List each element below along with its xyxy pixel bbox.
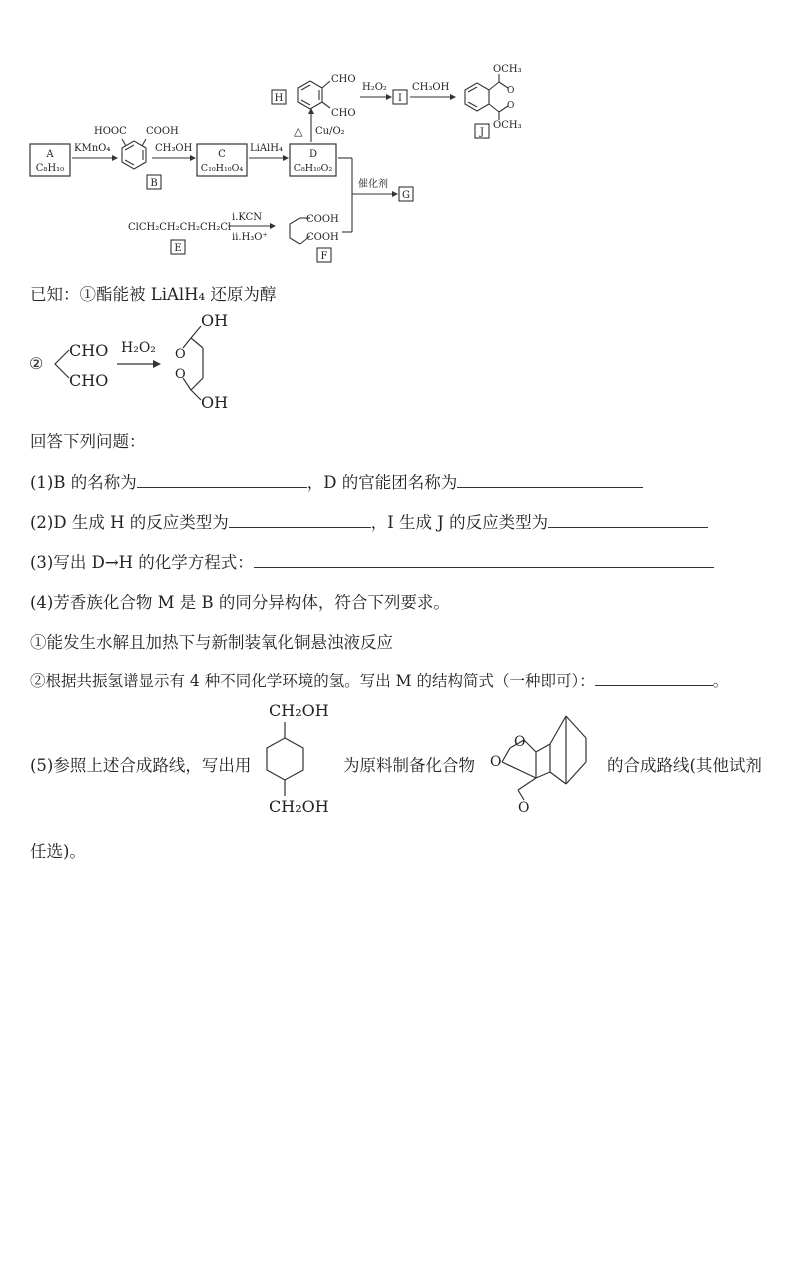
q1-part-b: ，D 的官能团名称为 — [306, 473, 458, 492]
arrowhead-b-c — [190, 155, 196, 161]
formula-a: C₈H₁₀ — [35, 163, 65, 174]
label-g: G — [402, 190, 410, 201]
label-h: H — [274, 93, 284, 104]
heat-symbol: △ — [294, 125, 303, 138]
arrowhead-h-i — [386, 94, 392, 100]
question-4-condition-1: ①能发生水解且加热下与新制装氧化铜悬浊液反应 — [30, 633, 393, 652]
ring-o-top: O — [175, 347, 186, 362]
h-cho-bottom: CHO — [331, 108, 356, 119]
known-title: 已知：①酯能被 LiAlH₄ 还原为醇 — [30, 285, 277, 304]
formula-e: ClCH₂CH₂CH₂CH₂Cl — [128, 222, 232, 233]
label-b: B — [150, 178, 158, 189]
oh-top: OH — [201, 312, 229, 330]
label-i: I — [398, 93, 402, 104]
question-2 — [30, 509, 708, 533]
synthesis-scheme — [0, 0, 800, 270]
dioxane-ring — [183, 326, 203, 400]
reaction-arrowhead — [153, 360, 161, 368]
label-d: D — [308, 149, 318, 160]
question-3 — [30, 549, 714, 573]
q1-part-a: (1)B 的名称为 — [30, 473, 137, 492]
reagent-h2o2: H₂O₂ — [362, 82, 387, 93]
oh-bottom: OH — [201, 393, 229, 412]
cho-top: CHO — [69, 341, 109, 360]
q5-part-a: (5)参照上述合成路线，写出用 — [30, 756, 252, 775]
structure-j — [465, 74, 508, 120]
reagent-lialh4: LiAlH₄ — [250, 143, 283, 154]
step-ii: ⅱ.H₃O⁺ — [232, 232, 268, 243]
catalyst: 催化剂 — [358, 179, 388, 190]
target-o-1: O — [514, 734, 526, 750]
ch2oh-bottom: CH₂OH — [269, 797, 329, 816]
q2-blank-b[interactable] — [548, 513, 708, 528]
reagent-kmno4: KMnO₄ — [74, 143, 111, 154]
target-o-3: O — [518, 800, 530, 816]
arrowhead-to-g — [392, 191, 398, 197]
cho-bottom: CHO — [69, 371, 109, 390]
q3-text: (3)写出 D→H 的化学方程式： — [30, 553, 254, 572]
j-o1: O — [507, 86, 515, 96]
q5-part-c: 的合成路线(其他试剂 — [607, 756, 762, 775]
question-4-condition-2 — [30, 669, 728, 691]
label-a: A — [46, 149, 54, 160]
target-o-2: O — [490, 754, 502, 770]
q1-blank-a[interactable] — [137, 473, 307, 488]
formula-d: C₈H₁₀O₂ — [293, 163, 333, 174]
h-cho-top: CHO — [331, 74, 356, 85]
q2-blank-a[interactable] — [229, 513, 371, 528]
reagent-ch3oh: CH₃OH — [155, 143, 193, 154]
q4-blank[interactable] — [595, 671, 713, 686]
step-i: ⅰ.KCN — [232, 212, 262, 223]
reagent-ch3oh-2: CH₃OH — [412, 82, 450, 93]
reagent-h2o2-known: H₂O₂ — [121, 340, 156, 356]
ring-o-bottom: O — [175, 367, 186, 382]
benzene-h — [298, 81, 330, 109]
arrowhead-a-b — [112, 155, 118, 161]
q4-2-text: ②根据共振氢谱显示有 4 种不同化学环境的氢。写出 M 的结构简式（一种即可）： — [30, 672, 595, 690]
arrowhead-e-f — [270, 223, 276, 229]
q2-part-b: ，I 生成 J 的反应类型为 — [370, 513, 549, 532]
reagent-cuo2: Cu/O₂ — [315, 126, 345, 137]
circle-two: ② — [29, 354, 44, 373]
q3-blank[interactable] — [254, 553, 714, 568]
target-compound — [482, 700, 602, 820]
question-1 — [30, 469, 643, 493]
f-cooh-top: COOH — [306, 214, 339, 225]
cyclohexane-ring — [267, 738, 303, 780]
q1-blank-b[interactable] — [457, 473, 643, 488]
b-hooc: HOOC — [94, 126, 127, 137]
j-o2: O — [507, 101, 515, 111]
j-och3-bottom: OCH₃ — [493, 120, 522, 131]
dialdehyde-skeleton — [55, 350, 69, 378]
q5-part-b: 为原料制备化合物 — [343, 756, 475, 775]
label-f: F — [320, 251, 328, 262]
b-cooh: COOH — [146, 126, 179, 137]
formula-c: C₁₀H₁₀O₄ — [200, 163, 244, 174]
f-cooh-bottom: COOH — [306, 232, 339, 243]
q5-part-d: 任选)。 — [30, 842, 86, 861]
label-j: J — [479, 127, 485, 138]
benzene-b — [122, 139, 146, 169]
j-och3-top: OCH₃ — [493, 64, 522, 75]
ch2oh-top: CH₂OH — [269, 701, 329, 720]
q4-end: 。 — [712, 672, 729, 690]
arrowhead-c-d — [283, 155, 289, 161]
known-reaction — [25, 312, 265, 412]
questions-intro: 回答下列问题： — [30, 432, 146, 451]
label-e: E — [174, 243, 182, 254]
label-c: C — [218, 149, 226, 160]
question-4: (4)芳香族化合物 M 是 B 的同分异构体，符合下列要求。 — [30, 593, 450, 612]
q2-part-a: (2)D 生成 H 的反应类型为 — [30, 513, 229, 532]
cyclohexane-dimethanol — [255, 696, 345, 822]
arrowhead-i-j — [450, 94, 456, 100]
